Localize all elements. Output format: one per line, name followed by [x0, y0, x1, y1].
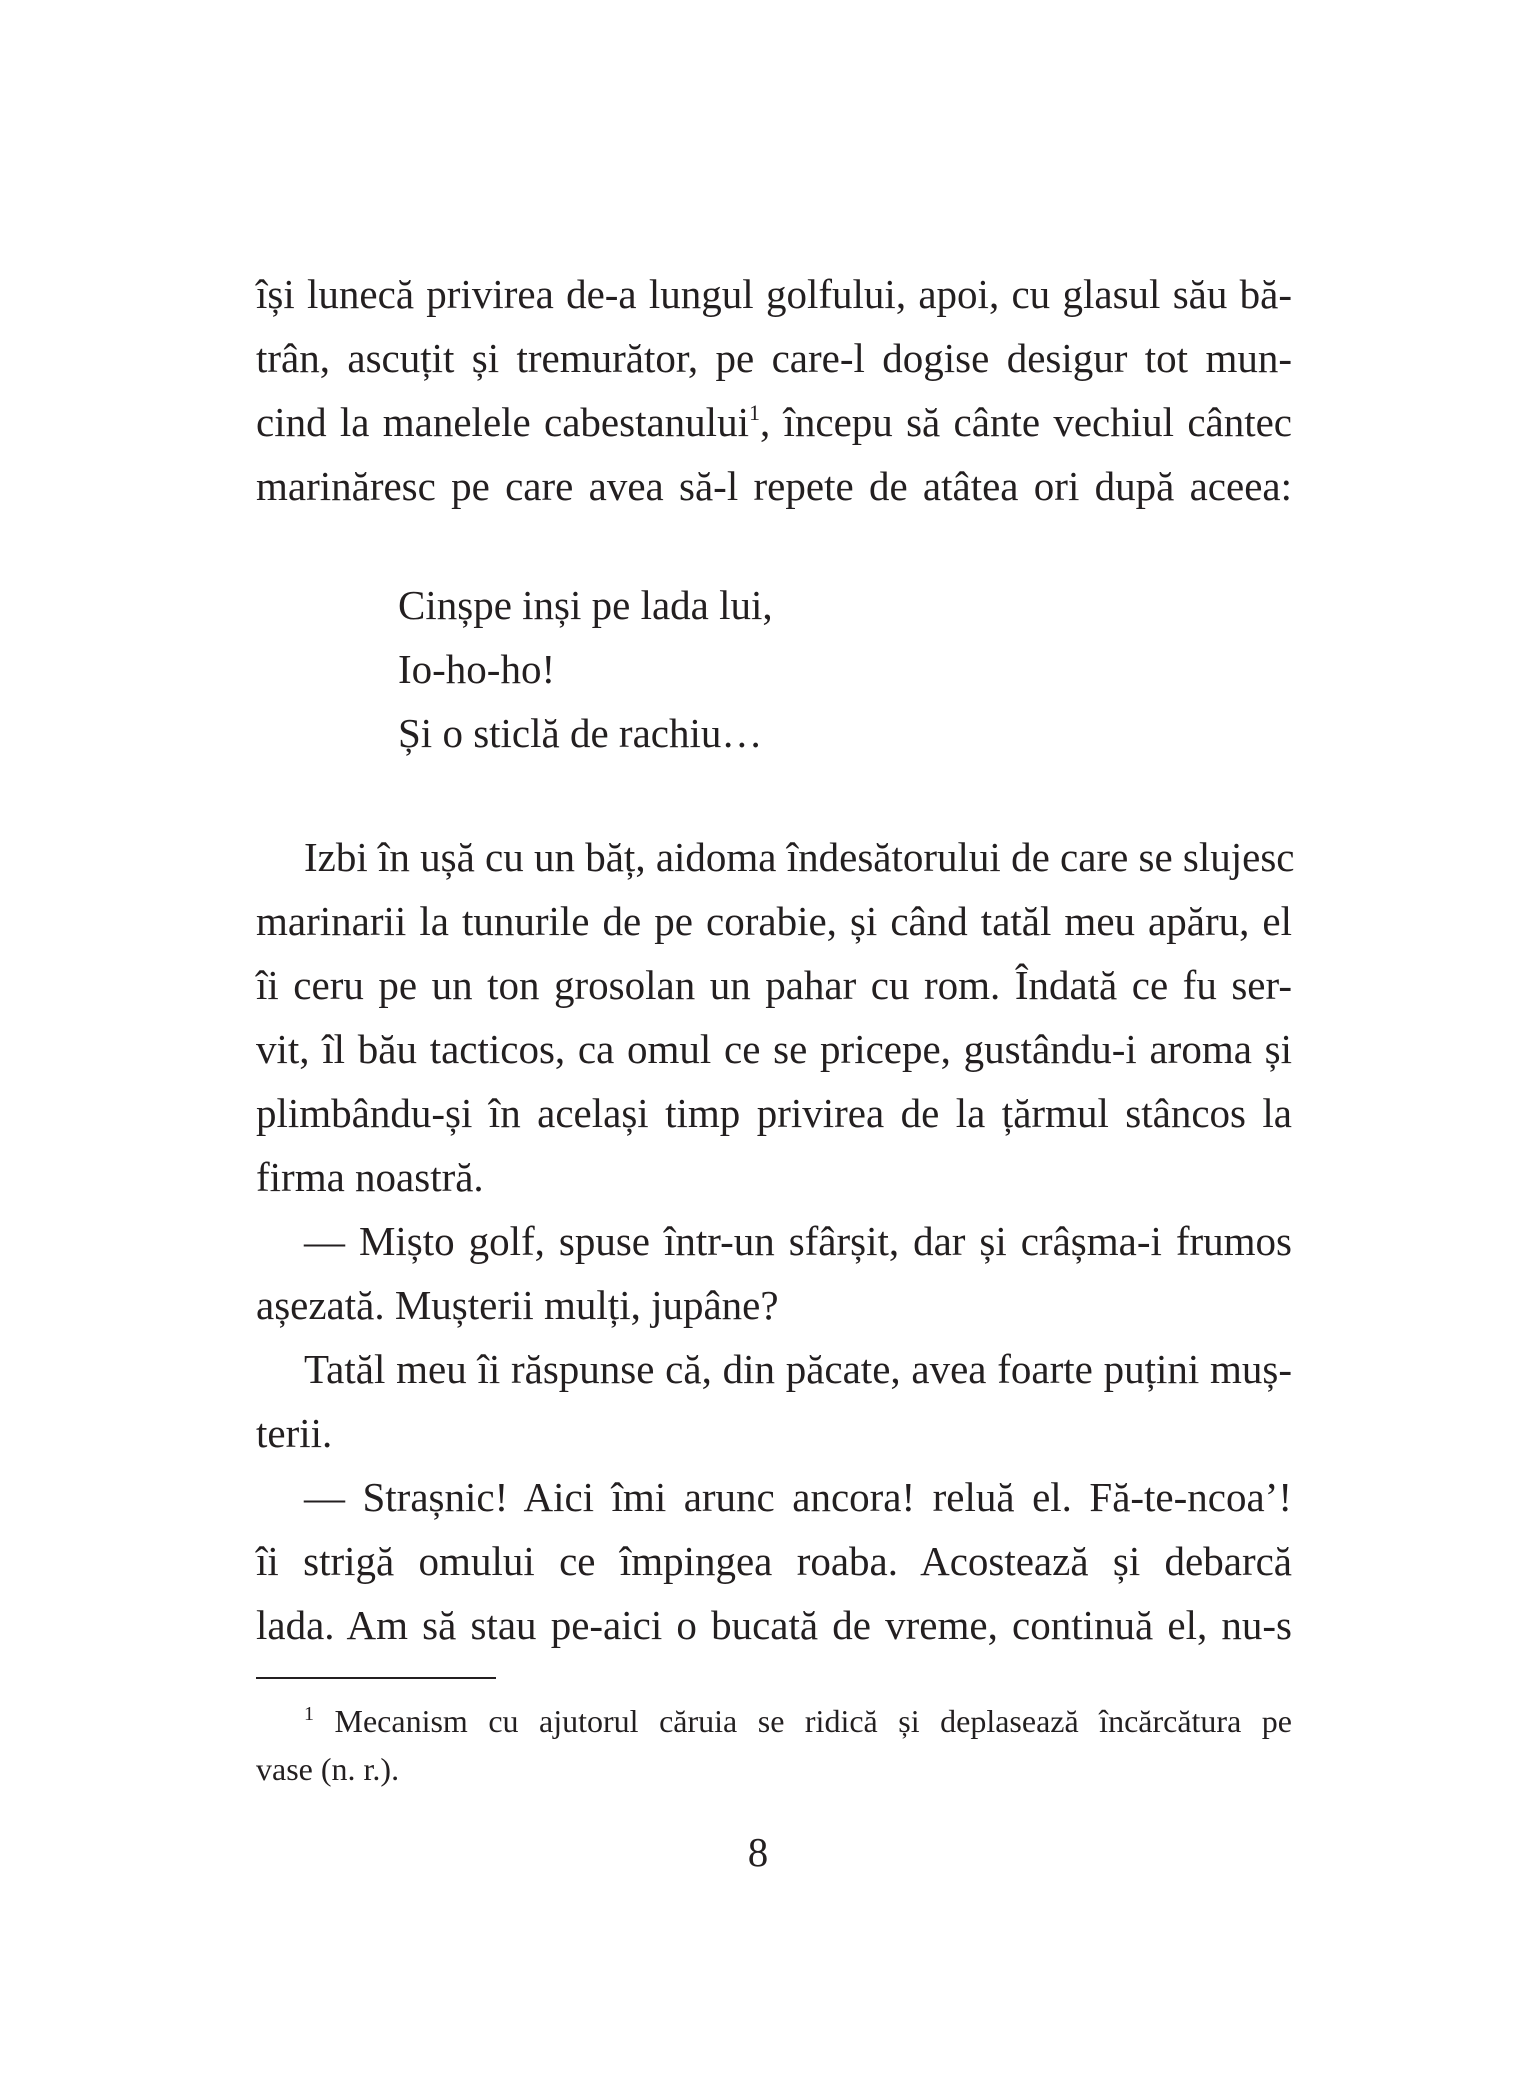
footnote-line: vase (n. r.).	[256, 1751, 400, 1787]
verse-line: Io-ho-ho!	[398, 646, 556, 692]
text-line: îi ceru pe un ton grosolan un pahar cu rom. Îndată ce fu ser-	[256, 962, 1292, 1008]
text-line: Izbi în ușă cu un băț, aidoma îndesătorului de care se slujesc	[304, 834, 1295, 880]
page-number: 8	[747, 1829, 769, 1875]
footnote-reference[interactable]: 1	[748, 400, 760, 425]
footnote-separator	[256, 1677, 496, 1679]
text-line: plimbându-și în același timp privirea de la țărmul stâncos la	[256, 1090, 1292, 1136]
text-line: Tatăl meu îi răspunse că, din păcate, avea foarte puțini muș-	[304, 1346, 1292, 1392]
text-segment: , începu să cânte vechiul cântec	[759, 399, 1292, 445]
text-line-with-footnote-ref	[256, 390, 1292, 454]
verse-line: Și o sticlă de rachiu…	[398, 710, 763, 756]
footnote-marker: 1	[304, 1703, 314, 1725]
text-line: — Mișto golf, spuse într-un sfârșit, dar și crâșma-i frumos	[304, 1218, 1292, 1264]
text-line: lada. Am să stau pe-aici o bucată de vreme, continuă el, nu-s	[256, 1602, 1292, 1648]
text-line: — Strașnic! Aici îmi arunc ancora! reluă el. Fă-te-ncoa’!	[304, 1474, 1292, 1520]
text-line: vit, îl bău tacticos, ca omul ce se pricepe, gustându-i aroma și	[256, 1026, 1292, 1072]
text-line: marinarii la tunurile de pe corabie, și când tatăl meu apăru, el	[256, 898, 1292, 944]
footnote	[256, 1690, 1292, 1793]
text-segment: cind la manelele cabestanului	[256, 399, 749, 445]
text-line: marinăresc pe care avea să-l repete de atâtea ori după aceea:	[256, 463, 1292, 509]
text-line: firma noastră.	[256, 1154, 484, 1200]
verse-line: Cinșpe inși pe lada lui,	[398, 582, 773, 628]
text-line: îi strigă omului ce împingea roaba. Acostează și debarcă	[256, 1538, 1292, 1584]
paragraph-continued	[256, 262, 1292, 518]
text-line: trân, ascuțit și tremurător, pe care-l dogise desigur tot mun-	[256, 335, 1292, 381]
footnote-line	[256, 1690, 1292, 1745]
text-line: așezată. Mușterii mulți, jupâne?	[256, 1282, 779, 1328]
text-line: terii.	[256, 1410, 333, 1456]
song-verse	[398, 573, 773, 765]
text-line: își lunecă privirea de-a lungul golfului, apoi, cu glasul său bă-	[256, 271, 1292, 317]
footnote-text: Mecanism cu ajutorul căruia se ridică și deplasează încărcătura pe	[334, 1703, 1293, 1739]
paragraph-dialogue	[256, 825, 1295, 1657]
